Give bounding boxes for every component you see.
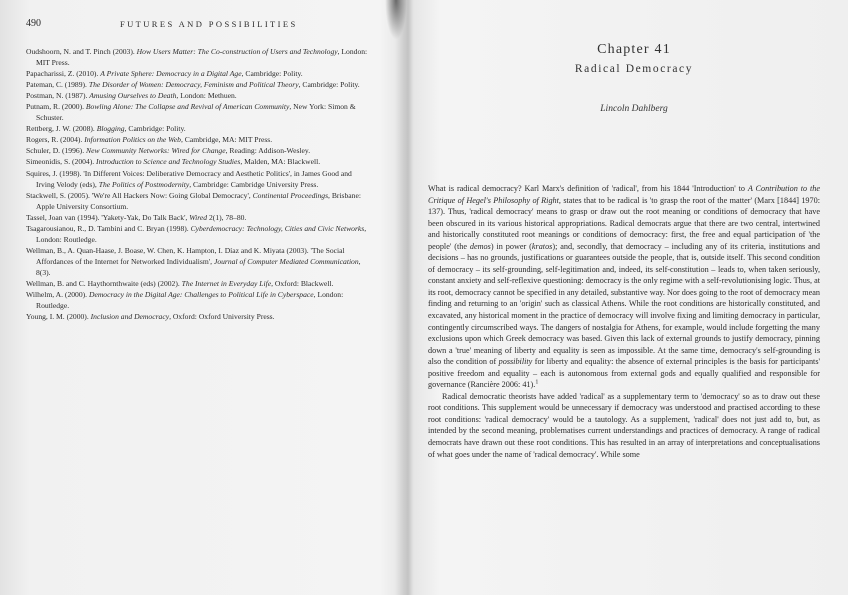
reference-entry xyxy=(26,156,372,167)
footnote-marker: 1 xyxy=(535,379,539,386)
paragraph-1 xyxy=(428,183,820,391)
reference-title: Introduction to Science and Technology Studies xyxy=(96,157,241,167)
reference-title: The Internet in Everyday Life xyxy=(181,278,272,288)
reference-entry xyxy=(26,79,372,90)
reference-title: Cyberdemocracy: Technology, Cities and Civic Networks xyxy=(190,223,365,233)
right-page xyxy=(428,0,840,595)
chapter-title: Radical Democracy xyxy=(574,63,694,75)
reference-title: Bowling Alone: The Collapse and Revival of American Community xyxy=(85,102,290,112)
reference-publisher: , New York: Simon & Schuster. xyxy=(36,102,356,123)
reference-title: How Users Matter: The Co-construction of Users and Technology xyxy=(136,47,338,56)
reference-publisher: , Cambridge: Polity. xyxy=(124,124,186,134)
paragraph-2 xyxy=(428,391,820,460)
reference-title: Continental Proceedings xyxy=(252,190,329,200)
italic-text: possibility xyxy=(498,357,533,367)
italic-text: A Contribution to the Critique of Hegel's Philosophy of Right xyxy=(428,184,820,205)
reference-publisher: , Malden, MA: Blackwell. xyxy=(240,157,321,167)
reference-list xyxy=(26,46,372,322)
reference-text: Wilhelm, A. (2000). xyxy=(26,290,89,300)
reference-publisher: , Brisbane: Apple University Consortium. xyxy=(36,190,361,211)
reference-entry xyxy=(26,46,372,68)
reference-text: Papacharissi, Z. (2010). xyxy=(26,69,101,79)
reference-publisher: , Cambridge: Cambridge University Press. xyxy=(189,179,319,189)
body-text: ) in power ( xyxy=(490,241,532,251)
reference-entry xyxy=(26,190,372,212)
reference-publisher: 2(1), 78–80. xyxy=(207,212,247,222)
reference-entry xyxy=(26,311,372,322)
chapter-author: Lincoln Dahlberg xyxy=(600,104,668,114)
reference-title: Information Politics on the Web xyxy=(84,135,181,145)
reference-publisher: , London: MIT Press. xyxy=(36,47,368,68)
book-gutter xyxy=(395,0,413,595)
reference-text: Young, I. M. (2000). xyxy=(26,312,91,322)
italic-text: kratos xyxy=(531,241,553,251)
reference-text: Postman, N. (1987). xyxy=(26,91,90,101)
reference-publisher: , Oxford: Blackwell. xyxy=(271,278,334,288)
reference-text: Rettberg, J. W. (2008). xyxy=(26,124,97,134)
reference-title: Blogging xyxy=(96,124,125,134)
reference-publisher: , Cambridge: Polity. xyxy=(298,80,360,90)
reference-entry xyxy=(26,90,372,101)
italic-text: demos xyxy=(469,241,491,251)
reference-text: Wellman, B. and C. Haythornthwaite (eds) (2002). xyxy=(26,278,182,288)
body-text: ); and, secondly, that democracy – including any of its criteria, institutions and decisions – has no grounds, justifications or guarantees outside the people, that is, outside itself. This second condition of democracy – its self-grounding, self-legitimation and, indeed, its self-constitution – leads to, when taken seriously, constant anxiety and self-reflexive questioning: democracy is the only regime with a self-revolutionising logic. Thus, at its root, democracy cannot be specified in any detailed, substantive way. Nor does going to the root of democracy mean finding and returning to an 'origin' such as classical Athens. While the root conditions are historically constituted, and excavated, any historical moment in the practice of democracy will involve fixing and limiting democracy in particular, contingently circumscribed ways. The dangers of nostalgia for Athens, for example, would include forgetting the many exclusions upon which Greek democracy was based. Given this lack of external grounds to justify democracy, pinning down a 'true' meaning of liberty and equality is seen as impossible. At the same time, democracy's self-grounding is also the condition of xyxy=(428,241,820,367)
gutter-shadow xyxy=(385,0,407,40)
reference-title: The Disorder of Women: Democracy, Feminism and Political Theory xyxy=(88,80,299,90)
reference-text: Schuler, D. (1996). xyxy=(26,146,87,156)
reference-text: Oudshoorn, N. and T. Pinch (2003). xyxy=(26,47,137,56)
reference-title: New Community Networks: Wired for Change xyxy=(86,146,226,156)
reference-entry xyxy=(26,68,372,79)
reference-text: Simeonidis, S. (2004). xyxy=(26,157,97,167)
reference-entry xyxy=(26,168,372,190)
reference-publisher: , London: Routledge. xyxy=(36,223,367,244)
reference-publisher: , Oxford: Oxford University Press. xyxy=(169,312,275,322)
reference-text: Putnam, R. (2000). xyxy=(26,102,86,112)
page-number: 490 xyxy=(26,18,41,29)
reference-entry xyxy=(26,278,372,289)
reference-publisher: , Reading: Addison-Wesley. xyxy=(225,146,311,156)
reference-text: Stackwell, S. (2005). 'We're All Hackers Now: Going Global Democracy', xyxy=(26,190,253,200)
reference-entry xyxy=(26,123,372,134)
chapter-body xyxy=(428,183,820,460)
chapter-number: Chapter 41 xyxy=(597,42,671,57)
reference-title: Amusing Ourselves to Death xyxy=(89,91,177,101)
reference-text: Tassel, Joan van (1994). 'Yakety-Yak, Do Talk Back', xyxy=(26,212,190,222)
reference-text: Squires, J. (1998). 'In Different Voices: Deliberative Democracy and Aesthetic Politics', in James Good and Irving Velody (eds), xyxy=(26,168,352,189)
body-text: , states that to be radical is 'to grasp the root of the matter' (Marx [1844] 1970: 137). Thus, 'radical democracy' means to grasp or draw out the root meaning or conditions of democracy that have been obscured in its various historical appropriations. Radical democrats argue that there are two central, intertwined and historically constituted root meanings or conditions of democracy: first, the free and equal participation of 'the people' (the xyxy=(428,195,820,251)
reference-entry xyxy=(26,145,372,156)
body-text: for liberty and equality: the absence of external principles is the basis for participants' positive freedom and equality – each is autonomous from external gods and equally qualified and responsible for governance (Rancière 2006: 41). xyxy=(428,357,820,390)
reference-publisher: , London: Routledge. xyxy=(36,290,344,311)
reference-entry xyxy=(26,212,372,223)
reference-title: Democracy in the Digital Age: Challenges to Political Life in Cyberspace xyxy=(88,290,314,300)
reference-entry xyxy=(26,245,372,278)
reference-text: Rogers, R. (2004). xyxy=(26,135,85,145)
reference-title: A Private Sphere: Democracy in a Digital Age xyxy=(100,69,242,79)
reference-entry xyxy=(26,134,372,145)
reference-publisher: , Cambridge, MA: MIT Press. xyxy=(180,135,273,145)
reference-title: Inclusion and Democracy xyxy=(90,312,170,322)
reference-title: Wired xyxy=(189,212,208,222)
reference-publisher: , 8(3). xyxy=(36,256,361,277)
reference-entry xyxy=(26,223,372,245)
reference-publisher: , Cambridge: Polity. xyxy=(241,69,303,79)
body-text: What is radical democracy? Karl Marx's definition of 'radical', from his 1844 'Introduction' to xyxy=(428,184,748,193)
reference-text: Wellman, B., A. Quan-Haase, J. Boase, W. Chen, K. Hampton, I. Díaz and K. Miyata (2003). 'The Social Affordances of the Internet for Networked Individualism', xyxy=(26,245,345,266)
reference-title: Journal of Computer Mediated Communication xyxy=(213,256,359,266)
reference-entry xyxy=(26,289,372,311)
reference-entry xyxy=(26,101,372,123)
reference-text: Tsagarousianou, R., D. Tambini and C. Bryan (1998). xyxy=(26,223,191,233)
running-head: FUTURES AND POSSIBILITIES xyxy=(120,19,298,29)
reference-title: The Politics of Postmodernity xyxy=(98,179,190,189)
reference-publisher: , London: Methuen. xyxy=(176,91,237,101)
body-text: Radical democratic theorists have added 'radical' as a supplementary term to 'democracy' so as to draw out these root conditions. This supplement would be unnecessary if democracy was understood and practised according to these root conditions: 'radical democracy' would be a tautology. As a supplement, 'radical' does not just add to, but, as intended by the second meaning, problematises current understandings and practices of democracy. A range of radical democrats have drawn out these root conditions. This has resulted in an array of interpretations and conceptualisations of what goes under the name of 'radical democracy'. While some xyxy=(428,391,820,459)
reference-text: Pateman, C. (1989). xyxy=(26,80,89,90)
